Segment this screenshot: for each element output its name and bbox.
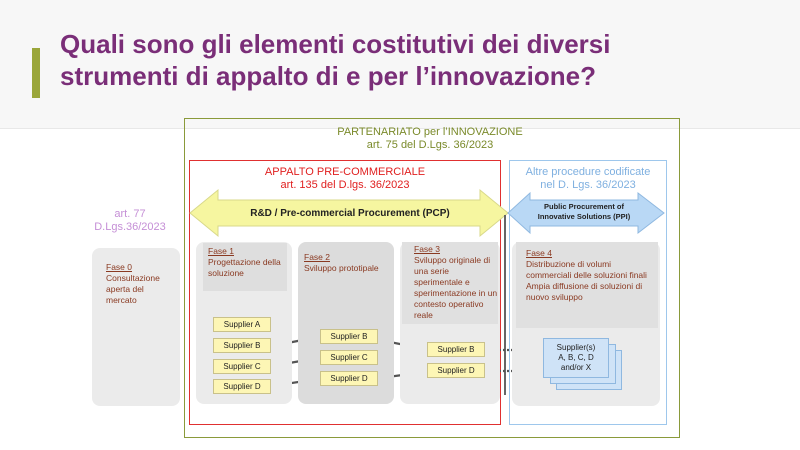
phase-2-text	[304, 252, 384, 274]
supplier-box: Supplier B	[213, 338, 271, 353]
phase-1-title: Fase 1	[208, 246, 234, 256]
phase-0-text	[106, 262, 174, 306]
phase-3-title: Fase 3	[414, 244, 440, 254]
phase-4-title: Fase 4	[526, 248, 552, 258]
supplier-box: Supplier C	[213, 359, 271, 374]
supplier-box: Supplier D	[213, 379, 271, 394]
pcp-line-2: art. 135 del D.lgs. 36/2023	[280, 179, 410, 191]
supplier-box: Supplier D	[320, 371, 378, 386]
phase-4-text	[526, 248, 654, 303]
art77-line-2: D.Lgs.36/2023	[94, 221, 166, 233]
ppi-arrow-line-1: Public Procurement of	[543, 202, 624, 211]
ppi-line-2: nel D. Lgs. 36/2023	[540, 179, 636, 191]
title-line-2: strumenti di appalto di e per l’innovazione?	[60, 61, 596, 91]
phase-1-text	[208, 246, 288, 279]
ppi-arrow-label	[528, 202, 640, 222]
supplier-x-line-2: A, B, C, D	[558, 353, 594, 362]
supplier-box: Supplier D	[427, 363, 485, 378]
ppi-arrow-line-2: Innovative Solutions (PPI)	[537, 212, 631, 221]
phase-0-desc: Consultazione aperta del mercato	[106, 273, 160, 305]
phase-2-desc: Sviluppo prototipale	[304, 263, 379, 273]
supplier-stack-front	[543, 338, 609, 378]
pcp-arrow-label: R&D / Pre-commercial Procurement (PCP)	[250, 208, 450, 219]
phase-1-desc: Progettazione della soluzione	[208, 257, 281, 278]
phase-3-text	[414, 244, 498, 321]
supplier-box: Supplier C	[320, 350, 378, 365]
supplier-x-line-3: and/or X	[560, 363, 592, 372]
phase-4-desc: Distribuzione di volumi commerciali delle soluzioni finali Ampia diffusione di soluzioni di nuovo sviluppo	[526, 259, 647, 302]
supplier-box: Supplier B	[427, 342, 485, 357]
title-line-1: Quali sono gli elementi costitutivi dei diversi	[60, 29, 611, 59]
phase-3-desc: Sviluppo originale di una serie sperimentale e sperimentazione in un contesto operativo reale	[414, 255, 498, 320]
ppi-line-1: Altre procedure codificate	[525, 166, 651, 178]
partenariato-line-2: art. 75 del D.Lgs. 36/2023	[366, 139, 494, 151]
supplier-box: Supplier B	[320, 329, 378, 344]
phase-0-title: Fase 0	[106, 262, 132, 272]
pcp-line-1: APPALTO PRE-COMMERCIALE	[264, 166, 426, 178]
supplier-x-line-1: Supplier(s)	[556, 343, 596, 352]
supplier-box: Supplier A	[213, 317, 271, 332]
art77-line-1: art. 77	[114, 208, 146, 220]
phase-2-title: Fase 2	[304, 252, 330, 262]
partenariato-line-1: PARTENARIATO per l’INNOVAZIONE	[337, 126, 523, 138]
